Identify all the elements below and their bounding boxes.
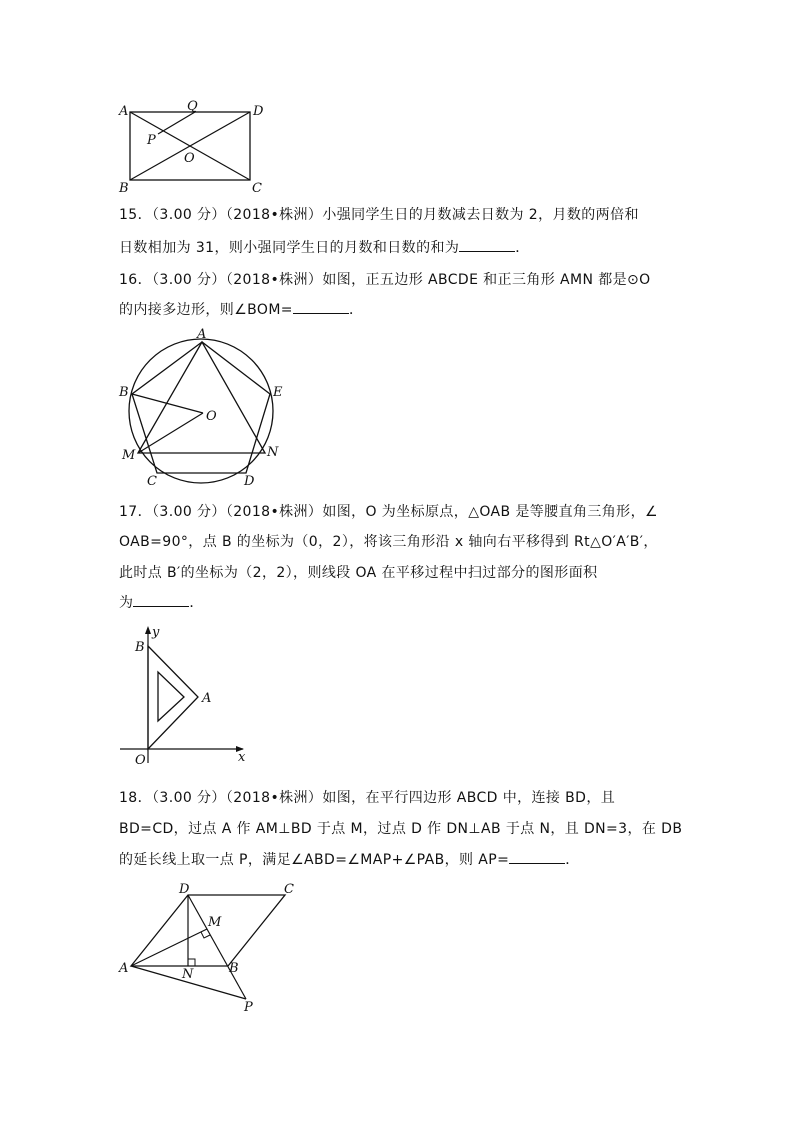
label-Q: Q (187, 99, 198, 114)
rectangle-figure (110, 95, 280, 200)
q18-line-1: 18．（3.00 分）（2018•株洲）如图，在平行四边形 ABCD 中，连接 BD，且 (119, 790, 616, 806)
label-N: N (182, 967, 194, 982)
label-B: B (135, 640, 145, 655)
q16-line-1: 16．（3.00 分）（2018•株洲）如图，正五边形 ABCDE 和正三角形 AMN 都是⊙O (119, 272, 651, 288)
pentagon-circle-figure (110, 325, 290, 490)
label-N: N (267, 445, 279, 460)
q16-end: ． (348, 302, 364, 318)
label-M: M (122, 448, 136, 463)
q15-line-1: 15．（3.00 分）（2018•株洲）小强同学生日的月数减去日数为 2，月数的两倍和 (119, 207, 639, 223)
parallelogram-figure (110, 878, 310, 1013)
label-M: M (208, 915, 222, 930)
q17-line-3: 此时点 B′的坐标为（2，2），则线段 OA 在平移过程中扫过部分的图形面积 (119, 565, 598, 581)
q15-text: 日数相加为 31，则小强同学生日的月数和日数的和为 (119, 240, 460, 256)
label-O: O (184, 151, 195, 166)
label-x: x (238, 750, 246, 765)
q18-end: ． (565, 852, 580, 868)
q17-text: 为 (119, 595, 134, 611)
label-P: P (147, 133, 156, 148)
q18-line-3 (119, 850, 580, 870)
label-D: D (244, 474, 255, 489)
label-B: B (229, 961, 239, 976)
coordinate-triangle-figure (110, 618, 255, 773)
label-P: P (244, 1000, 253, 1015)
q16-answer-blank[interactable] (293, 301, 349, 314)
q18-text: 的延长线上取一点 P，满足∠ABD=∠MAP+∠PAB，则 AP= (119, 852, 510, 868)
label-B: B (119, 181, 129, 196)
q18-line-2: BD=CD，过点 A 作 AM⊥BD 于点 M，过点 D 作 DN⊥AB 于点 N，且 DN=3，在 DB (119, 821, 683, 837)
label-C: C (252, 181, 262, 196)
label-C: C (284, 882, 294, 897)
label-y: y (152, 625, 160, 640)
label-O: O (135, 753, 146, 768)
label-E: E (273, 385, 283, 400)
q17-line-4 (119, 593, 204, 613)
q16-line-2 (119, 300, 363, 320)
label-B: B (119, 385, 129, 400)
label-D: D (253, 104, 264, 119)
q17-line-2: OAB=90°，点 B 的坐标为（0，2），将该三角形沿 x 轴向右平移得到 Rt△O′A′B′， (119, 534, 658, 550)
label-C: C (147, 474, 157, 489)
q17-answer-blank[interactable] (133, 594, 189, 607)
label-O: O (206, 409, 217, 424)
q18-answer-blank[interactable] (509, 851, 565, 864)
label-A: A (202, 691, 212, 706)
q17-end: ． (189, 595, 204, 611)
q15-answer-blank[interactable] (459, 239, 515, 252)
q15-end: ． (515, 240, 530, 256)
label-D: D (179, 882, 190, 897)
label-A: A (119, 961, 129, 976)
q17-line-1: 17．（3.00 分）（2018•株洲）如图，O 为坐标原点，△OAB 是等腰直角三角形，∠ (119, 504, 658, 520)
label-A: A (197, 327, 207, 342)
label-A: A (119, 104, 129, 119)
q16-text: 的内接多边形，则∠BOM= (119, 302, 293, 318)
q15-line-2 (119, 238, 530, 258)
